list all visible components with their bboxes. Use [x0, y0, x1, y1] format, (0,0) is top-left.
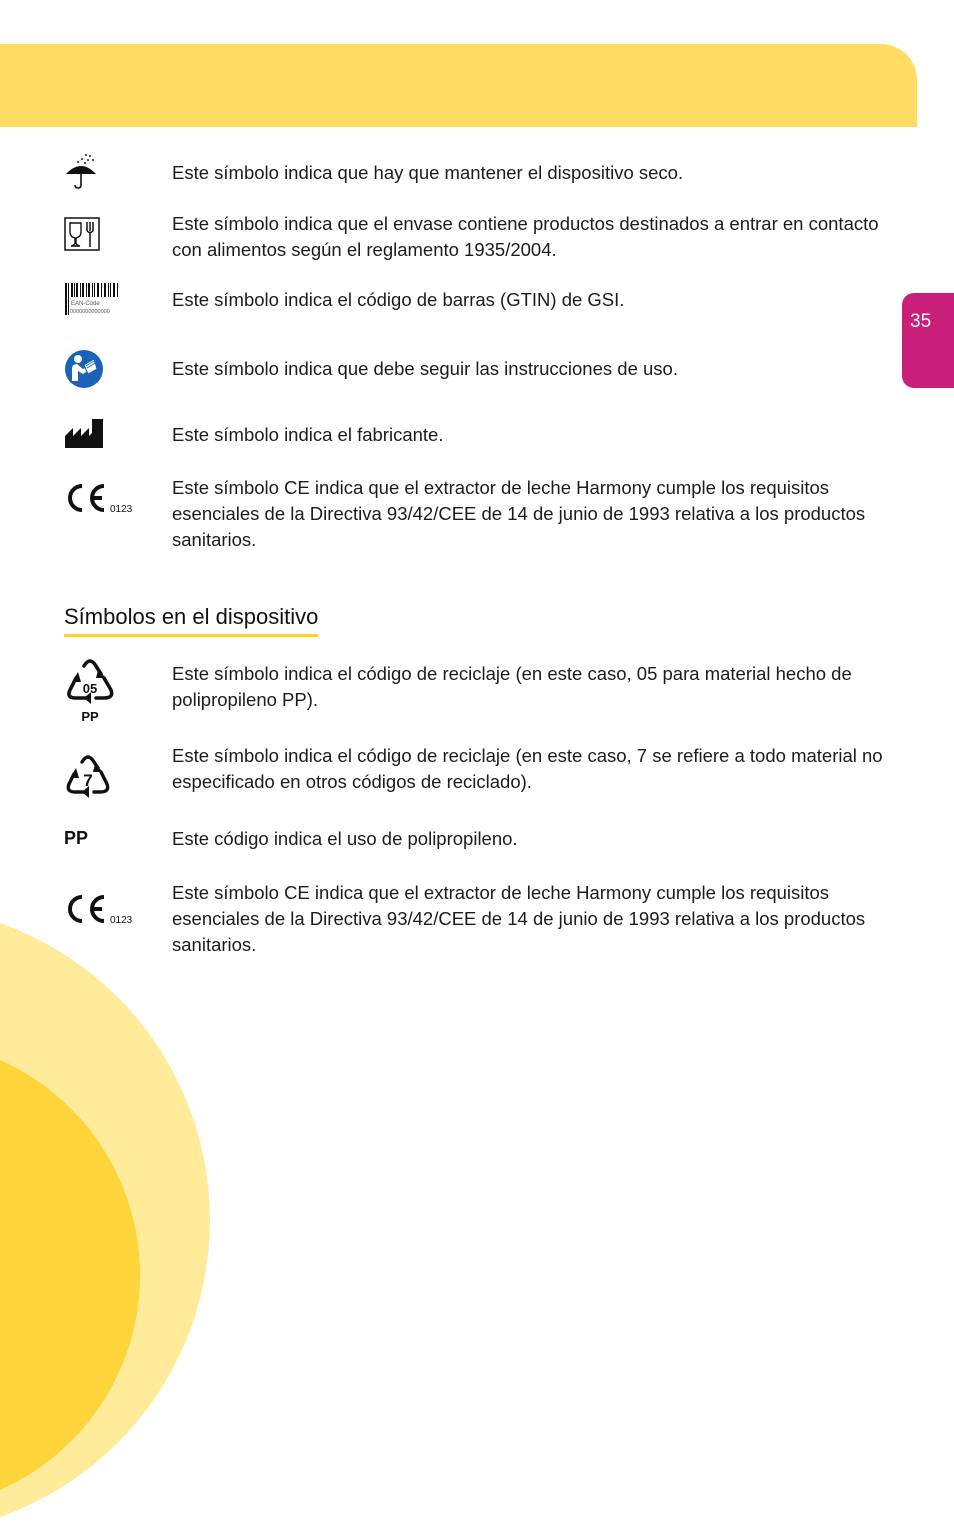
page-number-tab [902, 293, 954, 388]
svg-text:7: 7 [83, 771, 93, 790]
svg-text:PP: PP [81, 709, 99, 724]
header-band [0, 44, 917, 127]
svg-text:0123: 0123 [110, 504, 133, 514]
symbol-description: Este código indica el uso de polipropileno. [172, 828, 518, 849]
symbol-description: Este símbolo indica el código de barras (GTIN) de GSI. [172, 289, 625, 310]
symbol-description: Este símbolo CE indica que el extractor de leche Harmony cumple los requisitos esenciales de la Directiva 93/42/CEE de 14 de junio de 1993 relativa a los productos sanitarios. [172, 882, 866, 955]
pp-material-label: PP [64, 828, 89, 848]
symbol-description: Este símbolo indica el código de reciclaje (en este caso, 05 para material hecho de polipropileno PP). [172, 663, 852, 710]
recycle-7-icon [64, 752, 112, 798]
symbol-description: Este símbolo indica que debe seguir las instrucciones de uso. [172, 358, 678, 379]
svg-text:05: 05 [82, 681, 98, 696]
recycle-05-pp-icon [64, 656, 116, 726]
keep-dry-umbrella-icon [64, 152, 98, 190]
symbol-description: Este símbolo indica que hay que mantener el dispositivo seco. [172, 162, 684, 183]
symbol-description: Este símbolo indica el código de reciclaje (en este caso, 7 se refiere a todo material no especificado en otros códigos de reciclado). [172, 745, 883, 792]
read-instructions-icon [64, 349, 104, 389]
svg-text:EAN-Code: EAN-Code [71, 301, 100, 307]
symbol-description: Este símbolo indica que el envase contiene productos destinados a entrar en contacto con alimentos según el reglamento 1935/2004. [172, 213, 879, 260]
barcode-icon [64, 283, 120, 315]
symbol-description: Este símbolo CE indica que el extractor de leche Harmony cumple los requisitos esenciales de la Directiva 93/42/CEE de 14 de junio de 1993 relativa a los productos sanitarios. [172, 477, 866, 550]
food-contact-glass-fork-icon [64, 217, 100, 251]
symbol-description: Este símbolo indica el fabricante. [172, 424, 444, 445]
ce-mark-icon [64, 482, 144, 514]
svg-text:0000000000000: 0000000000000 [70, 309, 110, 315]
page-number: 35 [910, 311, 932, 332]
svg-text:0123: 0123 [110, 915, 133, 925]
manufacturer-factory-icon [64, 418, 104, 448]
section-heading: Símbolos en el dispositivo [64, 604, 318, 637]
ce-mark-icon [64, 893, 144, 925]
